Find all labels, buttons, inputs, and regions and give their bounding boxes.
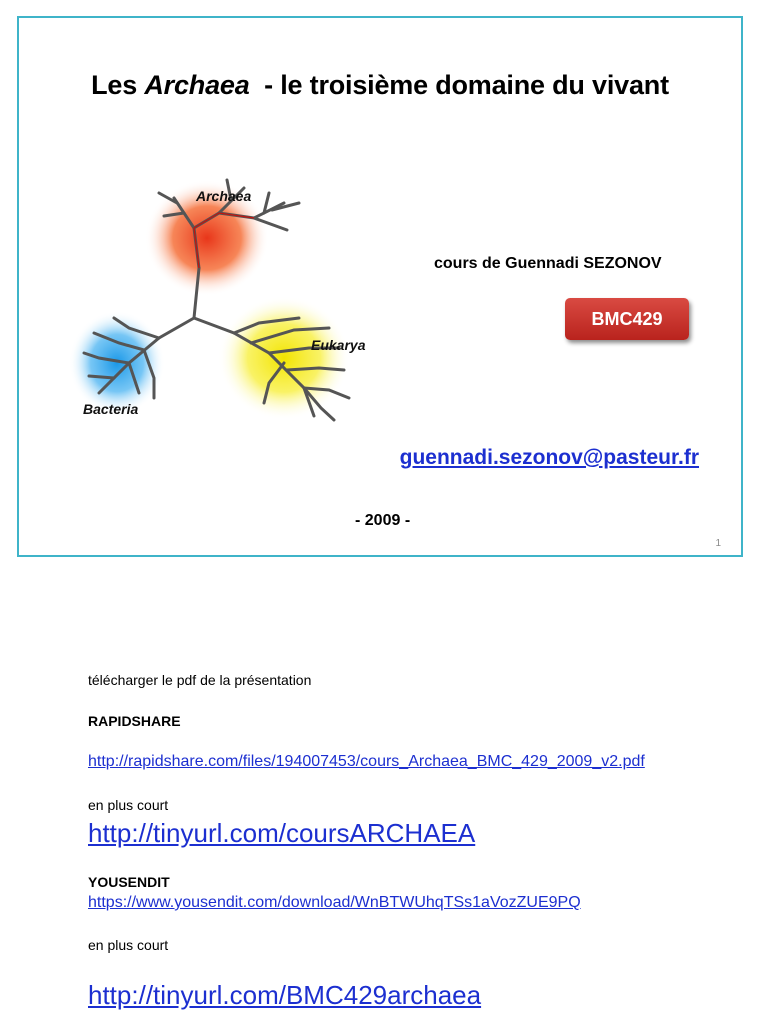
tree-label-bacteria: Bacteria [83,401,139,417]
yousendit-heading: YOUSENDIT [88,874,170,890]
tree-label-eukarya: Eukarya [311,337,366,353]
bacteria-glow [69,311,165,415]
shorter-label-1: en plus court [88,797,169,813]
tree-label-archaea: Archaea [196,188,252,204]
rapidshare-heading: RAPIDSHARE [88,713,181,729]
slide-title [19,70,741,101]
download-text: télécharger le pdf de la présentation [88,672,312,688]
slide-page-number: 1 [715,538,721,549]
tree-of-life-diagram [59,158,389,428]
shorter-label-2: en plus court [88,937,169,953]
author-line: cours de Guennadi SEZONOV [434,255,662,272]
slide-frame [17,16,743,557]
title-suffix: - le troisième domaine du vivant [249,70,669,100]
title-prefix: Les [91,70,145,100]
eukarya-glow [218,296,350,420]
course-code-badge: BMC429 [565,298,689,340]
tinyurl-link-2[interactable]: http://tinyurl.com/BMC429archaea [88,980,482,1010]
title-italic: Archaea [144,70,250,100]
yousendit-link[interactable]: https://www.yousendit.com/download/WnBTWUhqTSs1aVozZUE9PQ [88,894,581,911]
author-email-link[interactable]: guennadi.sezonov@pasteur.fr [399,446,699,469]
slide-year: - 2009 - [355,512,411,529]
tinyurl-link-1[interactable]: http://tinyurl.com/coursARCHAEA [88,818,476,848]
rapidshare-link[interactable]: http://rapidshare.com/files/194007453/cours_Archaea_BMC_429_2009_v2.pdf [88,753,645,770]
